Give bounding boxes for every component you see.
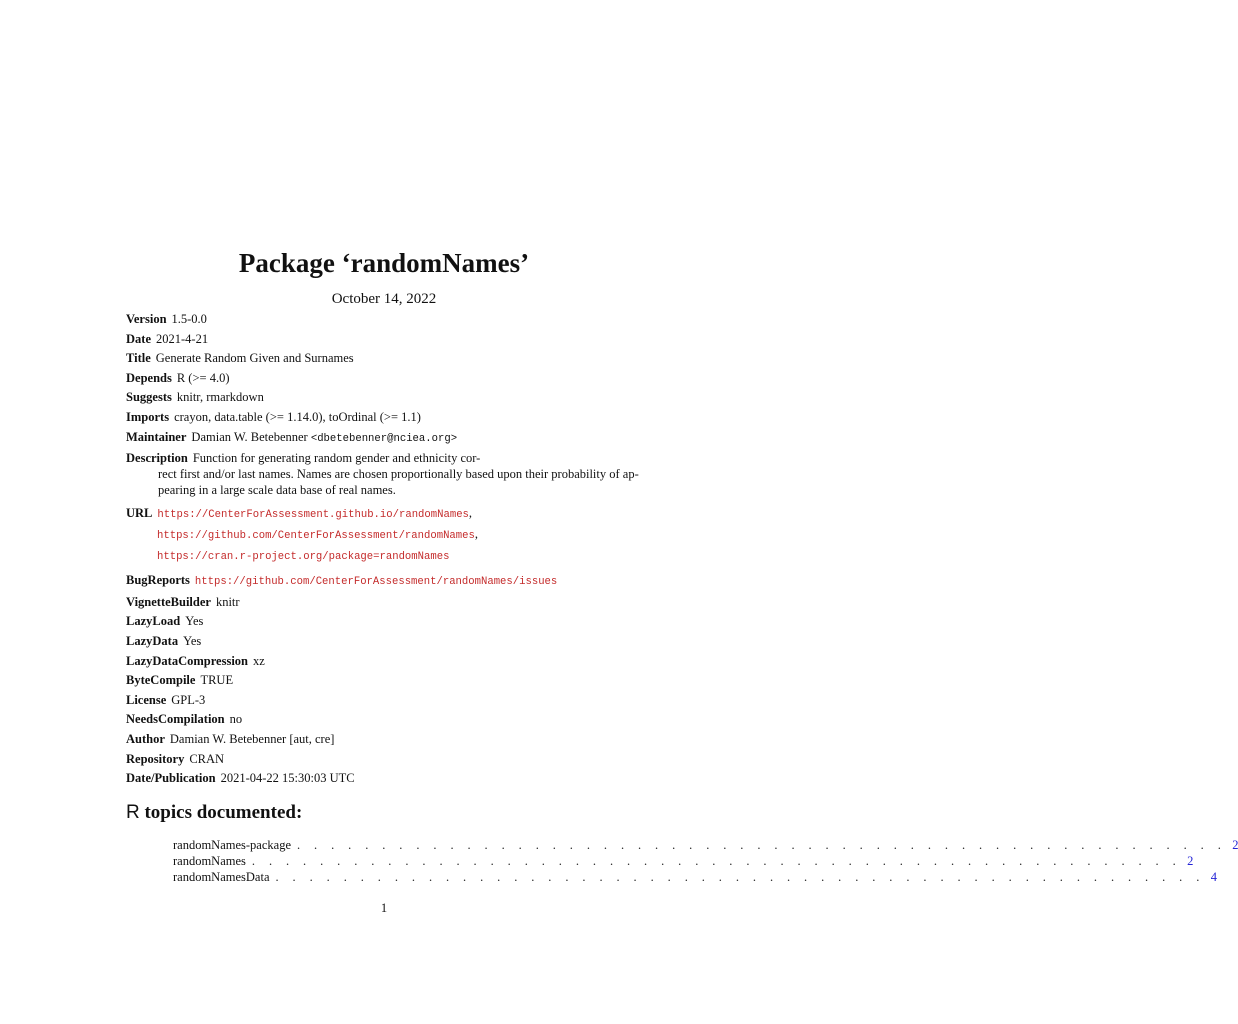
field-key: Description [126,451,188,466]
field-value: CRAN [189,751,225,766]
page-title: Package ‘randomNames’ [238,248,530,278]
field-bytecompile [126,672,646,688]
field-key: NeedsCompilation [126,712,225,727]
field-url [126,505,646,565]
url-separator: , [468,506,473,521]
field-lazydatacompression [126,653,646,669]
field-description [126,450,646,498]
field-bugreports [126,572,646,590]
field-value: Generate Random Given and Surnames [155,351,354,366]
field-key: ByteCompile [126,673,196,688]
url-link[interactable]: https://github.com/CenterForAssessment/randomNames [157,530,475,543]
field-key: URL [126,506,153,521]
toc-entry-page[interactable]: 2 [1232,838,1238,852]
field-key: Date [126,331,151,346]
field-key: Maintainer [126,429,187,444]
field-key: Author [126,731,165,746]
field-key: VignetteBuilder [126,594,211,609]
page-number: 1 [380,901,388,915]
field-imports [126,409,646,425]
field-license [126,692,646,708]
url-separator: , [474,527,478,542]
bugreports-link[interactable]: https://github.com/CenterForAssessment/randomNames/issues [194,576,558,589]
field-date [126,331,646,347]
field-value: Yes [183,633,202,648]
field-key: Version [126,312,167,326]
toc-entry-page[interactable]: 2 [1187,854,1194,868]
description-line: rect first and/or last names. Names are chosen proportionally based upon their probability of ap- [158,467,639,482]
description-line: pearing in a large scale data base of real names. [158,483,396,498]
field-value: crayon, data.table (>= 1.14.0), toOrdinal (>= 1.1) [174,409,421,424]
field-maintainer [126,429,646,447]
field-vignettebuilder [126,594,646,610]
field-value: R (>= 4.0) [176,370,230,385]
field-value: Yes [185,614,204,629]
field-value: GPL-3 [171,692,206,707]
field-key: Date/Publication [126,771,216,786]
field-lazydata [126,633,646,649]
field-value: TRUE [200,673,234,688]
field-author [126,731,646,747]
field-lazyload [126,613,646,629]
package-date: October 14, 2022 [331,291,437,307]
field-key: BugReports [126,573,190,588]
field-value: no [229,712,243,727]
field-key: Imports [126,409,170,424]
maintainer-email[interactable]: <dbetebenner@nciea.org> [310,432,458,445]
toc-leader-dots: . . . . . . . . . . . . . . . . . . . . . . . . . . . . . . . . . . . . . . . . . . . . . . . . . . . . . . . [297,838,1227,852]
toc-entry-page[interactable]: 4 [1210,870,1217,884]
field-value: 1.5-0.0 [171,312,207,326]
maintainer-name: Damian W. Betebenner [191,429,308,444]
toc-entry-name[interactable]: randomNames-package [173,838,291,852]
toc-entry[interactable] [173,853,1194,869]
toc-entry-name[interactable]: randomNames [173,854,246,868]
field-key: LazyData [126,633,179,648]
field-value: knitr [215,594,240,609]
field-key: Suggests [126,390,172,405]
toc-heading-text: topics documented: [139,802,303,823]
toc-list [173,837,1238,885]
toc-leader-dots: . . . . . . . . . . . . . . . . . . . . . . . . . . . . . . . . . . . . . . . . . . . . . . . . . . . . . . . [275,870,1205,884]
field-depends [126,370,646,386]
toc-entry[interactable] [173,869,1217,885]
field-key: Repository [126,751,185,766]
field-needscompilation [126,711,646,727]
toc-entry-name[interactable]: randomNamesData [173,870,270,884]
field-key: License [126,692,167,707]
toc-heading [126,802,302,824]
field-key: Depends [126,370,172,385]
field-key: Title [126,351,151,366]
url-link[interactable]: https://cran.r-project.org/package=randomNames [157,551,450,564]
toc-heading-r: R [126,802,140,823]
field-version [126,311,646,327]
url-link[interactable]: https://CenterForAssessment.github.io/randomNames [157,509,469,522]
field-value: xz [253,653,265,668]
field-key: LazyLoad [126,614,181,629]
field-value: 2021-04-22 15:30:03 UTC [220,771,355,786]
field-repository [126,751,646,767]
field-suggests [126,389,646,405]
field-value: knitr, rmarkdown [176,390,264,405]
description-line: Function for generating random gender and ethnicity cor- [192,451,481,466]
field-value: 2021-4-21 [156,331,209,346]
toc-entry[interactable] [173,837,1238,853]
field-key: LazyDataCompression [126,653,248,668]
field-title [126,350,646,366]
toc-leader-dots: . . . . . . . . . . . . . . . . . . . . . . . . . . . . . . . . . . . . . . . . . . . . . . . . . . . . . . . [251,854,1182,868]
field-value: Damian W. Betebenner [aut, cre] [169,731,335,746]
metadata-fields [126,311,646,790]
field-datepublication [126,770,646,786]
